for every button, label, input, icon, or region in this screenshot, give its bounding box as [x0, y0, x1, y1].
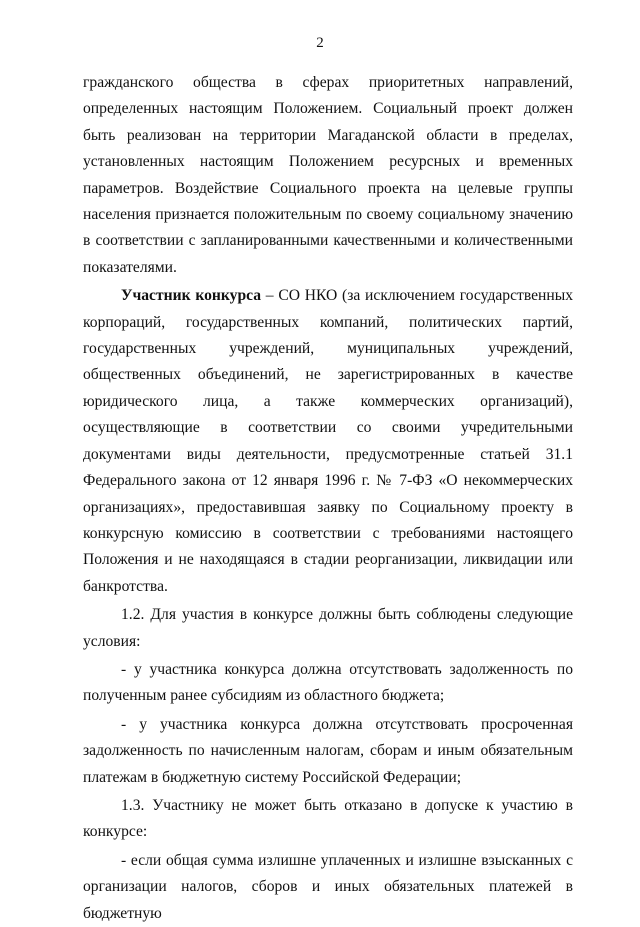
definition-text: – СО НКО (за исключением государственных корпораций, государственных компаний, политических партий, государственных учреждений, муниципальных учреждений, общественных объединений, не зарегистрированных в качестве юридического лица, а также коммерческих организаций), осуществляющие в соответствии со своими учредительными документами виды деятельности, предусмотренные статьей 31.1 Федерального закона от 12 января 1996 г. № 7-ФЗ «О некоммерческих организациях», предоставившая заявку по Социальному проекту в конкурсную комиссию в соответствии с требованиями настоящего Положения и не находящаяся в стадии реорганизации, ликвидации или банкротства.	[83, 287, 573, 595]
list-item-no-tax-debt: - у участника конкурса должна отсутствовать просроченная задолженность по начисленным налогам, сборам и иным обязательным платежам в бюджетную систему Российской Федерации;	[83, 715, 573, 786]
paragraph-social-project-continuation: гражданского общества в сферах приоритетных направлений, определенных настоящим Положением. Социальный проект должен быть реализован на территории Магаданской области в пределах, установленных настоящим Положением ресурсных и временных параметров. Воздействие Социального проекта на целевые группы населения признается положительным по своему социальному значению в соответствии с запланированными качественными и количественными показателями.	[83, 74, 573, 276]
term-contest-participant: Участник конкурса	[121, 287, 262, 305]
paragraph-contest-participant-definition	[83, 283, 573, 600]
document-body	[83, 70, 573, 927]
paragraph-1-3-admission: 1.3. Участнику не может быть отказано в допуске к участию в конкурсе:	[83, 796, 573, 841]
page-number: 2	[316, 35, 324, 51]
paragraph-1-2-conditions: 1.2. Для участия в конкурсе должны быть соблюдены следующие условия:	[83, 606, 573, 650]
list-item-overpaid-taxes: - если общая сумма излишне уплаченных и излишне взысканных с организации налогов, сборов и иных обязательных платежей в бюджетную	[83, 851, 573, 922]
list-item-no-subsidy-debt: - у участника конкурса должна отсутствовать задолженность по полученным ранее субсидиям из областного бюджета;	[83, 660, 573, 705]
